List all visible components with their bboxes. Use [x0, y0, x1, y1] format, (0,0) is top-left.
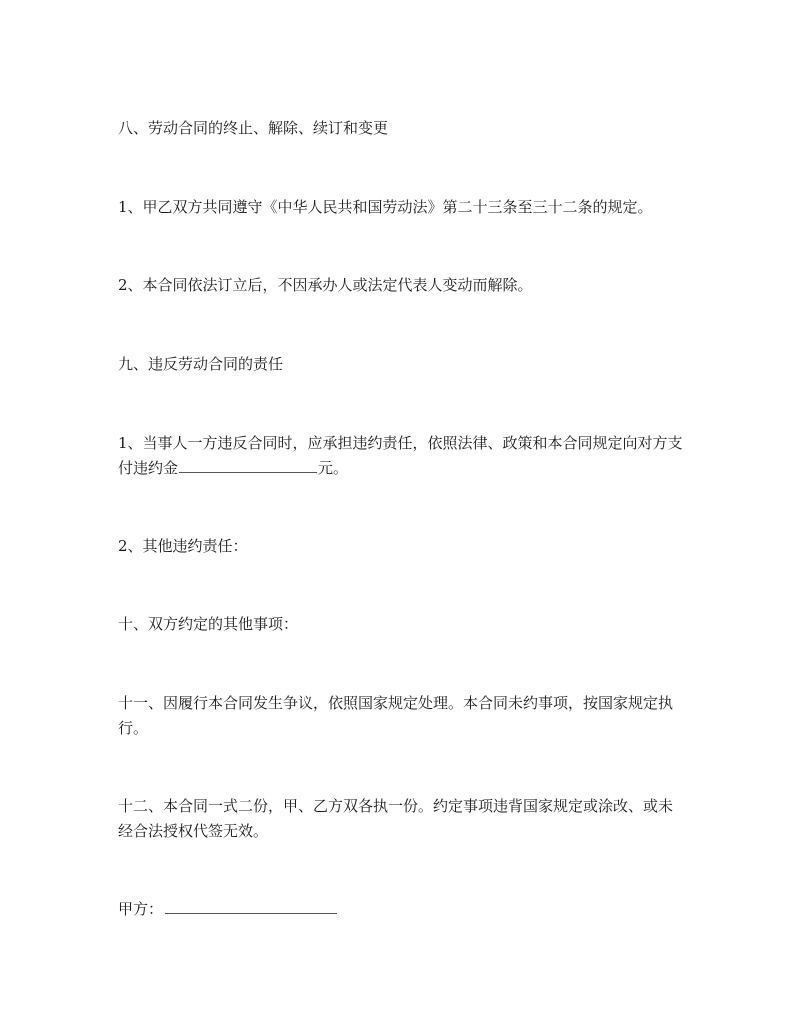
- section-10-heading: 十、双方约定的其他事项：: [118, 615, 299, 633]
- section-12: 十二、本合同一式二份，甲、乙方双各执一份。约定事项违背国家规定或涂改、或未经合法授权代签无效。: [118, 797, 674, 840]
- section-9-item-1-text: 1、当事人一方违反合同时，应承担违约责任，依照法律、政策和本合同规定向对方支付违约金: [118, 434, 683, 477]
- section-9-item-1-suffix: 元。: [318, 459, 349, 477]
- section-8-item-2: 2、本合同依法订立后，不因承办人或法定代表人变动而解除。: [118, 276, 533, 294]
- party-a-signature-blank: [165, 899, 337, 914]
- section-9-item-2: 2、其他违约责任：: [118, 537, 248, 555]
- section-8-heading: 八、劳动合同的终止、解除、续订和变更: [118, 119, 389, 137]
- penalty-amount-blank: [179, 458, 317, 473]
- party-a-signature-line: [118, 897, 683, 922]
- section-9-heading: 九、违反劳动合同的责任: [118, 355, 284, 373]
- section-9-item-1: [118, 431, 683, 481]
- section-11: 十一、因履行本合同发生争议，依照国家规定处理。本合同未约事项，按国家规定执行。: [118, 694, 674, 737]
- section-8-item-1: 1、甲乙双方共同遵守《中华人民共和国劳动法》第二十三条至三十二条的规定。: [118, 198, 653, 216]
- party-a-label: 甲方：: [118, 900, 164, 918]
